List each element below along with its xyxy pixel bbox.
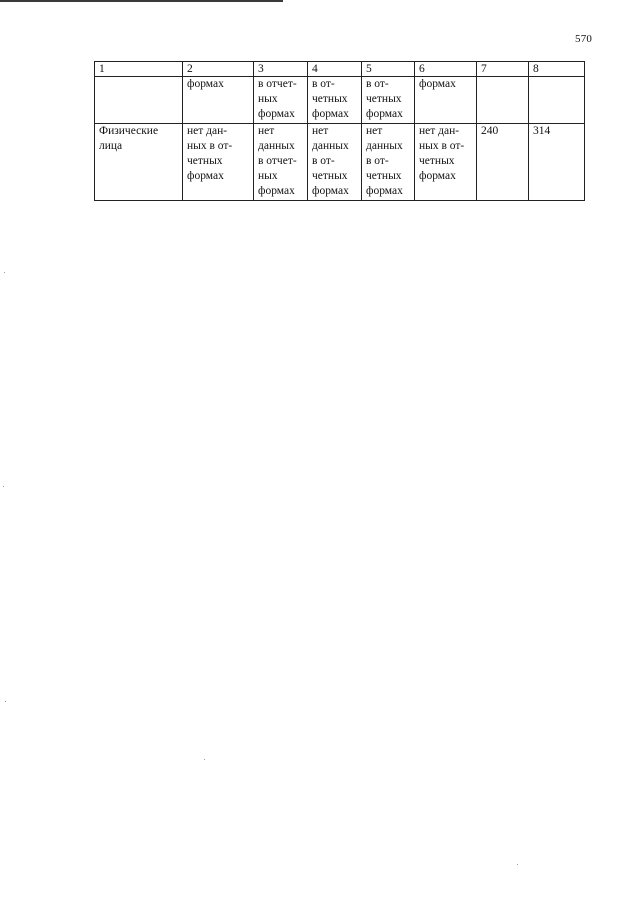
row-label-individuals: Физические лица xyxy=(95,123,183,200)
column-header-3: 3 xyxy=(254,62,308,77)
table-cell xyxy=(529,77,585,124)
table-cell-value-7: 240 xyxy=(477,123,529,200)
table-cell: нет данных в от- четных формах xyxy=(362,123,415,200)
scan-speck xyxy=(3,486,4,487)
table-cell: нет дан- ных в от- четных формах xyxy=(183,123,254,200)
column-header-7: 7 xyxy=(477,62,529,77)
column-header-4: 4 xyxy=(308,62,362,77)
table-cell: нет дан- ных в от- четных формах xyxy=(415,123,477,200)
table-cell-value-8: 314 xyxy=(529,123,585,200)
table-row-continuation xyxy=(95,77,585,124)
table-cell: нет данных в отчет- ных формах xyxy=(254,123,308,200)
table-cell: нет данных в от- четных формах xyxy=(308,123,362,200)
table-row-individuals xyxy=(95,123,585,200)
table-cell: в отчет- ных формах xyxy=(254,77,308,124)
column-header-6: 6 xyxy=(415,62,477,77)
page-number: 570 xyxy=(575,33,593,45)
column-header-1: 1 xyxy=(95,62,183,77)
table-cell xyxy=(95,77,183,124)
scan-speck xyxy=(4,272,5,273)
data-table xyxy=(94,61,585,201)
scan-speck xyxy=(204,759,205,760)
table-cell: в от- четных формах xyxy=(362,77,415,124)
scan-speck xyxy=(5,701,6,702)
column-header-8: 8 xyxy=(529,62,585,77)
scan-edge-line xyxy=(0,0,283,2)
table-cell: формах xyxy=(183,77,254,124)
table-cell: формах xyxy=(415,77,477,124)
scan-speck xyxy=(517,864,518,865)
table-header-row xyxy=(95,62,585,77)
column-header-5: 5 xyxy=(362,62,415,77)
column-header-2: 2 xyxy=(183,62,254,77)
table-cell: в от- четных формах xyxy=(308,77,362,124)
table-cell xyxy=(477,77,529,124)
